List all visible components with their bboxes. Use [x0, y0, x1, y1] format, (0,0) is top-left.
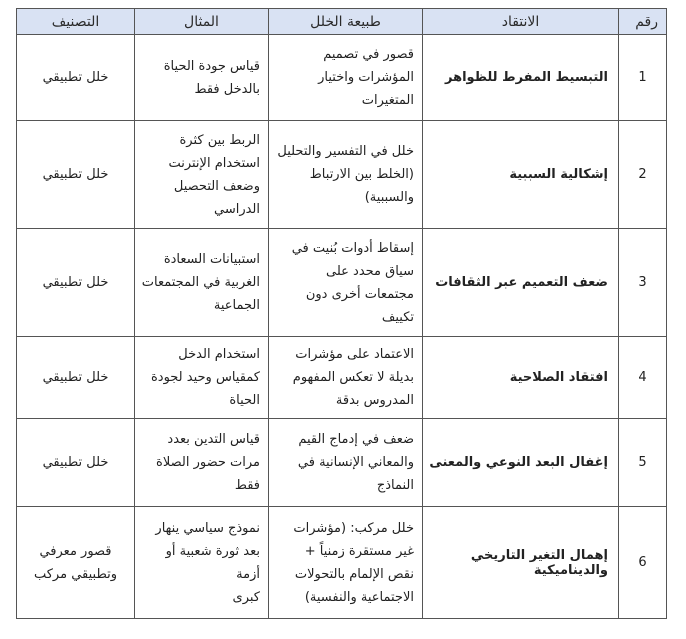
row-nature	[269, 121, 423, 229]
header-nature: طبيعة الخلل	[269, 9, 423, 35]
nature-line: والمعاني الإنسانية في	[297, 455, 414, 470]
classification-line: خلل تطبيقي	[42, 275, 109, 290]
example-line: بالدخل فقط	[194, 81, 260, 97]
nature-line: (الخلط بين الارتباط	[309, 167, 414, 182]
header-criticism: الانتقاد	[423, 9, 619, 35]
row-num: 6	[619, 507, 667, 619]
example-line: استبيانات السعادة	[163, 252, 260, 267]
row-criticism: إشكالية السببية	[423, 121, 619, 229]
nature-line: غير مستقرة زمنياً +	[304, 543, 414, 559]
header-classification: التصنيف	[17, 9, 135, 35]
row-criticism: إغفال البعد النوعي والمعنى	[423, 419, 619, 507]
nature-line: الاجتماعية والنفسية)	[304, 589, 414, 605]
nature-line: المدروس بدقة	[335, 393, 414, 408]
classification-line: خلل تطبيقي	[42, 455, 109, 470]
classification-line: خلل تطبيقي	[42, 70, 109, 85]
row-nature	[269, 229, 423, 337]
row-criticism: إهمال التغير التاريخي والديناميكية	[423, 507, 619, 619]
table-row	[17, 419, 667, 507]
example-line: كبرى	[232, 589, 260, 605]
row-example	[135, 337, 269, 419]
nature-line: بديلة لا تعكس المفهوم	[292, 370, 414, 385]
nature-line: الاعتماد على مؤشرات	[295, 347, 414, 362]
row-num: 2	[619, 121, 667, 229]
classification-line: خلل تطبيقي	[42, 167, 109, 182]
row-nature	[269, 507, 423, 619]
row-nature	[269, 35, 423, 121]
row-example	[135, 507, 269, 619]
example-line: مرات حضور الصلاة	[156, 455, 260, 470]
row-example	[135, 229, 269, 337]
row-example	[135, 121, 269, 229]
table-row	[17, 507, 667, 619]
row-classification	[17, 121, 135, 229]
nature-line: المؤشرات واختيار	[318, 70, 414, 85]
row-classification	[17, 337, 135, 419]
classification-line: وتطبيقي مركب	[33, 566, 118, 582]
example-line: قياس جودة الحياة	[163, 58, 260, 74]
header-example: المثال	[135, 9, 269, 35]
row-classification	[17, 229, 135, 337]
header-num: رقم	[619, 9, 667, 35]
row-criticism: ضعف التعميم عبر الثقافات	[423, 229, 619, 337]
nature-line: المتغيرات	[361, 93, 414, 108]
example-line: استخدام الإنترنت	[168, 155, 260, 171]
row-classification	[17, 35, 135, 121]
table-row	[17, 229, 667, 337]
nature-line: خلل في التفسير والتحليل	[277, 144, 414, 159]
row-criticism: التبسيط المفرط للظواهر	[423, 35, 619, 121]
row-num: 4	[619, 337, 667, 419]
example-line: بعد ثورة شعبية أو أزمة	[165, 543, 260, 582]
row-example	[135, 419, 269, 507]
example-line: الربط بين كثرة	[179, 132, 260, 148]
nature-line: والسببية)	[364, 190, 414, 205]
example-line: نموذج سياسي ينهار	[155, 520, 260, 536]
row-classification	[17, 419, 135, 507]
nature-line: ضعف في إدماج القيم	[298, 432, 414, 447]
nature-line: قصور في تصميم	[323, 47, 414, 62]
example-line: فقط	[234, 478, 260, 493]
row-num: 5	[619, 419, 667, 507]
criticism-table	[16, 8, 667, 619]
example-line: قياس التدين بعدد	[167, 432, 260, 447]
row-nature	[269, 337, 423, 419]
nature-line: إسقاط أدوات بُنيت في	[291, 240, 414, 256]
nature-line: خلل مركب: (مؤشرات	[293, 520, 414, 536]
row-nature	[269, 419, 423, 507]
row-example	[135, 35, 269, 121]
row-num: 1	[619, 35, 667, 121]
example-line: الجماعية	[213, 298, 260, 313]
example-line: الحياة	[229, 393, 260, 408]
example-line: استخدام الدخل	[178, 347, 260, 362]
classification-line: قصور معرفي	[39, 543, 112, 559]
table-row	[17, 337, 667, 419]
classification-line: خلل تطبيقي	[42, 370, 109, 385]
table-row	[17, 121, 667, 229]
row-num: 3	[619, 229, 667, 337]
row-criticism: افتقاد الصلاحية	[423, 337, 619, 419]
nature-line: النماذج	[376, 478, 414, 493]
example-line: الغربية في المجتمعات	[141, 275, 260, 290]
nature-line: نقص الإلمام بالتحولات	[294, 566, 414, 582]
header-row	[17, 9, 667, 35]
example-line: الدراسي	[213, 201, 260, 217]
nature-line: سياق محدد على	[326, 263, 414, 279]
table-row	[17, 35, 667, 121]
nature-line: تكييف	[381, 309, 414, 325]
example-line: وضعف التحصيل	[173, 178, 260, 194]
example-line: كمقياس وحيد لجودة	[150, 370, 260, 385]
row-classification	[17, 507, 135, 619]
nature-line: مجتمعات أخرى دون	[305, 286, 414, 302]
